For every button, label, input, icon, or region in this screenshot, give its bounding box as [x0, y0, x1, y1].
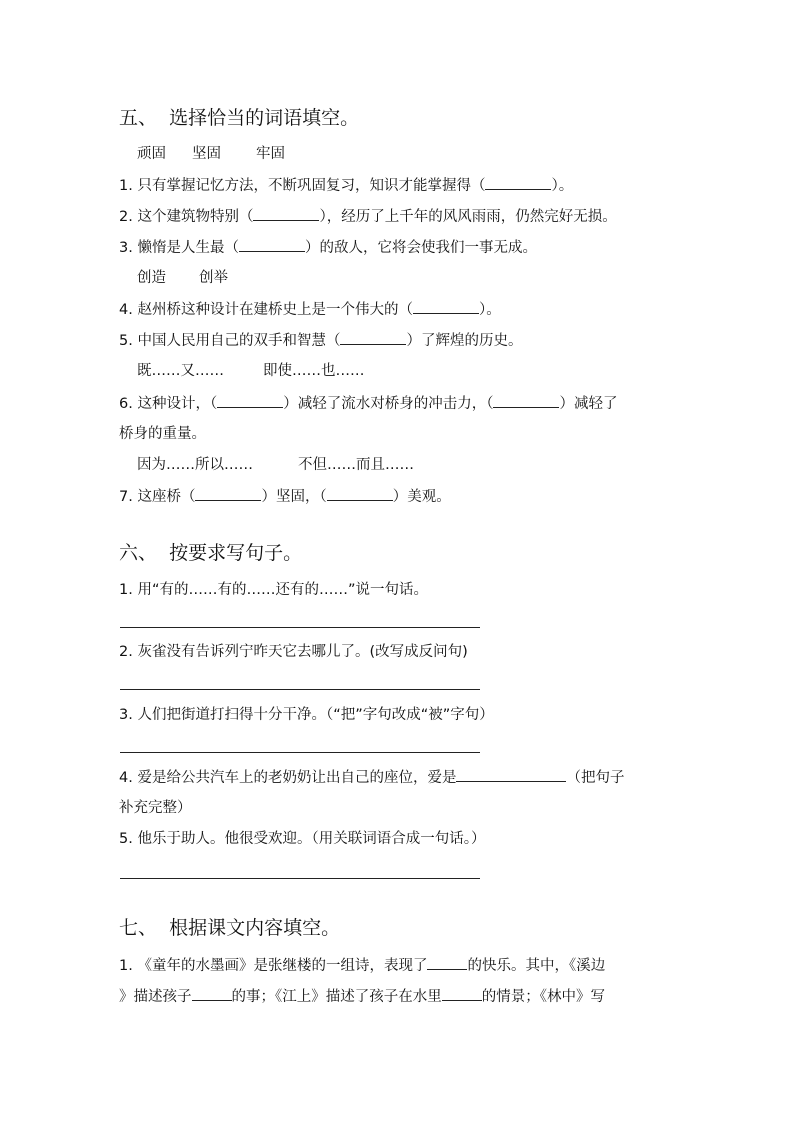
answer-blank[interactable] [217, 392, 283, 408]
answer-blank[interactable] [195, 485, 261, 501]
section-7-title: 七、 根据课文内容填空。 [119, 917, 341, 939]
answer-line[interactable] [120, 878, 480, 879]
question-5-7: 7. 这座桥（ ）坚固，（ ）美观。 [119, 485, 451, 508]
answer-blank[interactable] [239, 236, 305, 252]
answer-line[interactable] [120, 627, 480, 628]
question-6-2: 2. 灰雀没有告诉列宁昨天它去哪儿了。(改写成反问句) [119, 644, 468, 660]
answer-blank[interactable] [413, 298, 479, 314]
question-5-3: 3. 懒惰是人生最（ ）的敌人，它将会使我们一事无成。 [119, 236, 537, 259]
answer-line[interactable] [120, 752, 480, 753]
question-5-2: 2. 这个建筑物特别（ ），经历了上千年的风风雨雨，仍然完好无损。 [119, 205, 617, 228]
section-6-title: 六、 按要求写句子。 [119, 542, 303, 564]
answer-blank[interactable] [340, 329, 406, 345]
answer-blank[interactable] [327, 485, 393, 501]
question-6-4: 4. 爱是给公共汽车上的老奶奶让出自己的座位，爱是 （把句子 [119, 766, 624, 789]
section-5-title: 五、 选择恰当的词语填空。 [119, 107, 360, 129]
word-option-2: 坚固 [192, 146, 221, 162]
question-6-5: 5. 他乐于助人。他很受欢迎。（用关联词语合成一句话。） [119, 831, 486, 847]
answer-blank[interactable] [192, 985, 232, 1001]
answer-blank[interactable] [493, 392, 559, 408]
answer-blank[interactable] [253, 205, 319, 221]
question-5-5: 5. 中国人民用自己的双手和智慧（ ）了辉煌的历史。 [119, 329, 522, 352]
word-option-4: 创造 [137, 270, 166, 286]
question-5-4: 4. 赵州桥这种设计在建桥史上是一个伟大的（ ）。 [119, 298, 501, 321]
question-6-1: 1. 用“有的……有的……还有的……”说一句话。 [119, 582, 428, 598]
answer-blank[interactable] [485, 174, 551, 190]
word-option-1: 顽固 [137, 146, 166, 162]
answer-blank[interactable] [456, 766, 566, 782]
question-5-1: 1. 只有掌握记忆方法，不断巩固复习，知识才能掌握得（ ）。 [119, 174, 573, 197]
word-option-8: 因为……所以…… [137, 457, 253, 473]
word-option-6: 既……又…… [137, 363, 224, 379]
question-5-6: 6. 这种设计，（ ）减轻了流水对桥身的冲击力，（ ）减轻了 [119, 392, 617, 415]
question-6-3: 3. 人们把街道打扫得十分干净。（“把”字句改成“被”字句） [119, 707, 494, 723]
word-option-9: 不但……而且…… [298, 457, 414, 473]
answer-line[interactable] [120, 689, 480, 690]
answer-blank[interactable] [427, 954, 467, 970]
question-7-1: 1. 《童年的水墨画》是张继楼的一组诗，表现了 的快乐。其中，《溪边 [119, 954, 605, 977]
question-7-1-continued: 》描述孩子 的事；《江上》描述了孩子在水里 的情景；《林中》写 [119, 985, 605, 1008]
question-5-6-continued: 桥身的重量。 [119, 426, 206, 442]
word-option-7: 即使……也…… [263, 363, 365, 379]
question-6-4-continued: 补充完整） [119, 800, 192, 816]
answer-blank[interactable] [442, 985, 482, 1001]
word-option-3: 牢固 [256, 146, 285, 162]
word-option-5: 创举 [199, 270, 228, 286]
